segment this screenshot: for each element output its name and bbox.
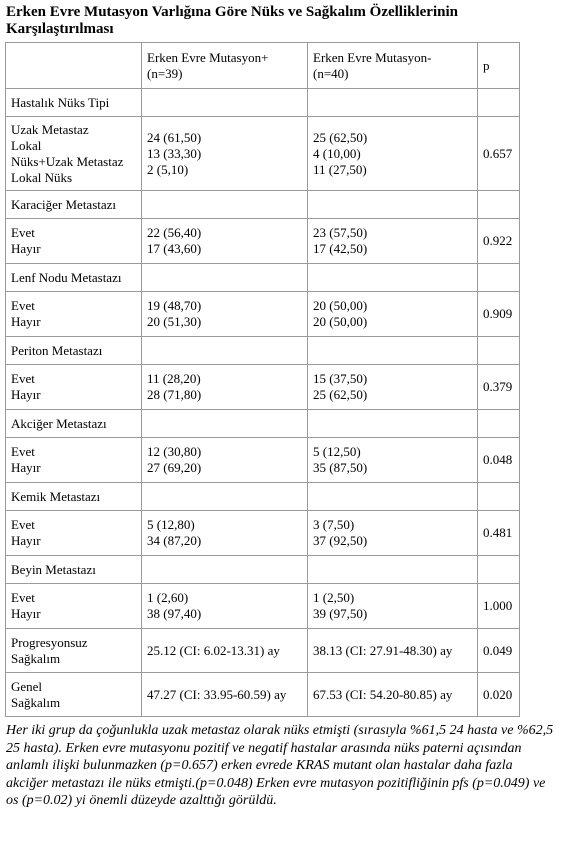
mutation-negative-values-line: 4 (10,00) xyxy=(313,145,361,161)
survival-row xyxy=(6,629,520,673)
survival-row xyxy=(6,673,520,717)
section-label: Akciğer Metastazı xyxy=(6,410,142,438)
row-labels xyxy=(6,438,142,483)
p-value: 0.657 xyxy=(478,117,520,191)
section-header-row xyxy=(6,337,520,365)
row-labels-line: Evet xyxy=(11,444,35,459)
header-mutation-positive xyxy=(142,43,308,89)
mutation-negative-values-line: 5 (12,50) xyxy=(313,444,361,459)
row-labels-line: Hayır xyxy=(11,241,41,256)
header-mutation-positive-n: (n=39) xyxy=(147,65,183,81)
section-header-row xyxy=(6,89,520,117)
header-mutation-negative xyxy=(308,43,478,89)
mutation-negative-values-line: 37 (92,50) xyxy=(313,533,368,548)
summary-note: Her iki grup da çoğunlukla uzak metastaz olarak nüks etmişti (sırasıyla %61,5 24 hasta ve %62,5 25 hasta). Erken evre mutasyonu pozitif ve negatif hastalar arasında nüks paterni açısından anlamlı ilişki bulunmazken (p=0.657) erken evrede KRAS mutant olan hastalar daha fazla akciğer metastazı ile nüks etmişti.(p=0.048) Erken evre mutasyon pozitifliğinin pfs (p=0.049) ve os (p=0.02) yi önemli düzeyde azalttığı görüldü. xyxy=(6,723,554,808)
mutation-negative-values-line: 15 (37,50) xyxy=(313,371,368,386)
survival-negative: 67.53 (CI: 54.20-80.85) ay xyxy=(308,673,478,717)
row-labels-line: Uzak Metastaz xyxy=(11,121,89,137)
survival-negative: 38.13 (CI: 27.91-48.30) ay xyxy=(308,629,478,673)
data-row xyxy=(6,292,520,337)
empty-cell xyxy=(142,191,308,219)
mutation-positive-values-line: 24 (61,50) xyxy=(147,129,202,145)
mutation-negative-values-line: 23 (57,50) xyxy=(313,225,368,240)
mutation-negative-values xyxy=(308,584,478,629)
empty-cell xyxy=(478,89,520,117)
mutation-positive-values-line: 19 (48,70) xyxy=(147,298,202,313)
mutation-positive-values-line: 22 (56,40) xyxy=(147,225,202,240)
section-header-row xyxy=(6,483,520,511)
mutation-positive-values-line: 1 (2,60) xyxy=(147,590,189,605)
empty-cell xyxy=(142,556,308,584)
mutation-positive-values xyxy=(142,584,308,629)
mutation-positive-values xyxy=(142,219,308,264)
row-labels-line: Hayır xyxy=(11,606,41,621)
empty-cell xyxy=(308,483,478,511)
data-row xyxy=(6,438,520,483)
empty-cell xyxy=(308,264,478,292)
empty-cell xyxy=(478,191,520,219)
section-label: Hastalık Nüks Tipi xyxy=(6,89,142,117)
mutation-positive-values-line: 34 (87,20) xyxy=(147,533,202,548)
mutation-negative-values-line: 25 (62,50) xyxy=(313,387,368,402)
mutation-positive-values-line: 5 (12,80) xyxy=(147,517,195,532)
row-labels-line: Evet xyxy=(11,517,35,532)
mutation-positive-values-line: 38 (97,40) xyxy=(147,606,202,621)
section-label: Beyin Metastazı xyxy=(6,556,142,584)
row-labels xyxy=(6,292,142,337)
empty-cell xyxy=(478,337,520,365)
row-labels-line: Hayır xyxy=(11,460,41,475)
p-value: 0.922 xyxy=(478,219,520,264)
empty-cell xyxy=(308,89,478,117)
data-row xyxy=(6,365,520,410)
row-labels-line: Hayır xyxy=(11,533,41,548)
table-title: Erken Evre Mutasyon Varlığına Göre Nüks ve Sağkalım Özelliklerinin Karşılaştırılması xyxy=(6,4,458,37)
data-row xyxy=(6,584,520,629)
p-value: 0.020 xyxy=(478,673,520,717)
empty-cell xyxy=(478,264,520,292)
header-mutation-negative-label: Erken Evre Mutasyon- xyxy=(313,49,432,65)
empty-cell xyxy=(478,556,520,584)
row-labels xyxy=(6,219,142,264)
survival-label-line: Genel xyxy=(11,678,43,694)
mutation-negative-values xyxy=(308,219,478,264)
mutation-positive-values-line: 12 (30,80) xyxy=(147,444,202,459)
p-value: 0.379 xyxy=(478,365,520,410)
mutation-negative-values-line: 39 (97,50) xyxy=(313,606,368,621)
p-value: 0.481 xyxy=(478,511,520,556)
mutation-negative-values-line: 25 (62,50) xyxy=(313,129,368,145)
mutation-positive-values xyxy=(142,365,308,410)
data-row xyxy=(6,117,520,191)
mutation-positive-values xyxy=(142,438,308,483)
p-value: 1.000 xyxy=(478,584,520,629)
mutation-negative-values-line: 20 (50,00) xyxy=(313,314,368,329)
mutation-negative-values xyxy=(308,117,478,191)
empty-cell xyxy=(142,483,308,511)
survival-label xyxy=(6,629,142,673)
p-value: 0.909 xyxy=(478,292,520,337)
survival-positive: 25.12 (CI: 6.02-13.31) ay xyxy=(142,629,308,673)
mutation-positive-values-line: 28 (71,80) xyxy=(147,387,202,402)
data-row xyxy=(6,219,520,264)
mutation-negative-values-line: 35 (87,50) xyxy=(313,460,368,475)
mutation-negative-values xyxy=(308,292,478,337)
mutation-positive-values-line: 11 (28,20) xyxy=(147,371,201,386)
section-header-row xyxy=(6,264,520,292)
empty-cell xyxy=(308,337,478,365)
empty-cell xyxy=(308,191,478,219)
empty-cell xyxy=(478,410,520,438)
mutation-positive-values xyxy=(142,117,308,191)
mutation-positive-values-line: 27 (69,20) xyxy=(147,460,202,475)
data-row xyxy=(6,511,520,556)
section-label: Periton Metastazı xyxy=(6,337,142,365)
mutation-negative-values-line: 11 (27,50) xyxy=(313,161,367,177)
survival-label-line: Sağkalım xyxy=(11,694,61,710)
mutation-negative-values-line: 17 (42,50) xyxy=(313,241,368,256)
mutation-negative-values-line: 20 (50,00) xyxy=(313,298,368,313)
header-empty-cell xyxy=(6,43,142,89)
header-row xyxy=(6,43,520,89)
row-labels-line: Evet xyxy=(11,590,35,605)
mutation-negative-values-line: 1 (2,50) xyxy=(313,590,355,605)
empty-cell xyxy=(142,264,308,292)
row-labels-line: Lokal xyxy=(11,137,42,153)
empty-cell xyxy=(142,337,308,365)
row-labels xyxy=(6,511,142,556)
mutation-negative-values xyxy=(308,438,478,483)
section-header-row xyxy=(6,556,520,584)
row-labels-line: Hayır xyxy=(11,387,41,402)
header-mutation-positive-label: Erken Evre Mutasyon+ xyxy=(147,49,269,65)
p-value: 0.049 xyxy=(478,629,520,673)
section-header-row xyxy=(6,191,520,219)
mutation-negative-values xyxy=(308,511,478,556)
row-labels xyxy=(6,584,142,629)
row-labels-line: Evet xyxy=(11,371,35,386)
comparison-table xyxy=(5,42,520,717)
mutation-positive-values-line: 17 (43,60) xyxy=(147,241,202,256)
mutation-positive-values-line: 2 (5,10) xyxy=(147,161,189,177)
empty-cell xyxy=(142,410,308,438)
row-labels-line: Hayır xyxy=(11,314,41,329)
row-labels-line: Nüks+Uzak Metastaz xyxy=(11,153,124,169)
mutation-positive-values-line: 20 (51,30) xyxy=(147,314,202,329)
row-labels-line: Lokal Nüks xyxy=(11,169,73,185)
empty-cell xyxy=(142,89,308,117)
survival-label xyxy=(6,673,142,717)
p-value: 0.048 xyxy=(478,438,520,483)
row-labels xyxy=(6,117,142,191)
mutation-negative-values-line: 3 (7,50) xyxy=(313,517,355,532)
empty-cell xyxy=(478,483,520,511)
survival-label-line: Progresyonsuz xyxy=(11,634,88,650)
mutation-positive-values xyxy=(142,292,308,337)
empty-cell xyxy=(308,556,478,584)
header-mutation-negative-n: (n=40) xyxy=(313,65,349,81)
mutation-positive-values xyxy=(142,511,308,556)
header-p-value: p xyxy=(478,43,520,89)
section-label: Kemik Metastazı xyxy=(6,483,142,511)
row-labels-line: Evet xyxy=(11,225,35,240)
mutation-negative-values xyxy=(308,365,478,410)
section-header-row xyxy=(6,410,520,438)
mutation-positive-values-line: 13 (33,30) xyxy=(147,145,202,161)
survival-label-line: Sağkalım xyxy=(11,650,61,666)
section-label: Lenf Nodu Metastazı xyxy=(6,264,142,292)
section-label: Karaciğer Metastazı xyxy=(6,191,142,219)
survival-positive: 47.27 (CI: 33.95-60.59) ay xyxy=(142,673,308,717)
empty-cell xyxy=(308,410,478,438)
row-labels xyxy=(6,365,142,410)
row-labels-line: Evet xyxy=(11,298,35,313)
